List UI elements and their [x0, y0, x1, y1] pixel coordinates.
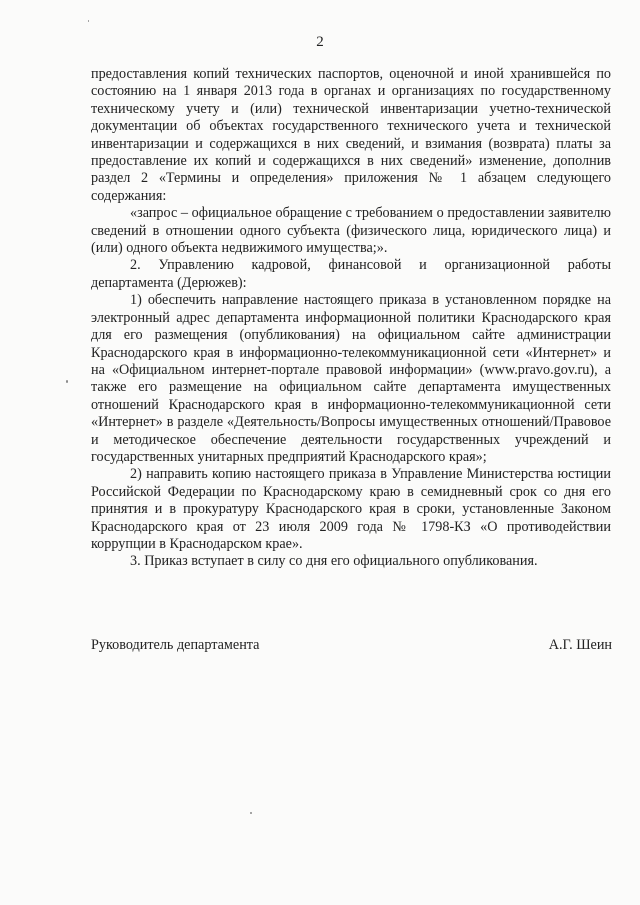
paragraph-subitem-2: 2) направить копию настоящего приказа в Управление Министерства юстиции Российской Федерации по Краснодарскому краю в семидневный срок со дня его принятия и в прокуратуру Краснодарского края в сроки, установленные Законом Краснодарского края от 23 июля 2009 года № 1798-КЗ «О противодействии коррупции в Краснодарском крае». [91, 466, 611, 552]
signature-block [91, 637, 612, 654]
paragraph-item-3: 3. Приказ вступает в силу со дня его официального опубликования. [130, 553, 538, 570]
paragraph-amendment: предоставления копий технических паспортов, оценочной и иной хранившейся по состоянию на 1 января 2013 года в органах и организациях по государственному техническому учету и (или) технической инвентаризации учетно-технической документации об объектах государственного технического учета и технической инвентаризации и содержащихся в них сведений, и взимания (возврата) платы за предоставление их копий и содержащихся в них сведений» изменение, дополнив раздел 2 «Термины и определения» приложения № 1 абзацем следующего содержания: [91, 66, 611, 204]
scan-speck [250, 812, 252, 814]
scan-speck [66, 380, 68, 383]
signatory-name: А.Г. Шеин [548, 637, 612, 653]
paragraph-subitem-1: 1) обеспечить направление настоящего приказа в установленном порядке на электронный адрес департамента информационной политики Краснодарского края для его размещения (опубликования) на официальном сайте администрации Краснодарского края в информационно-телекоммуникационной сети «Интернет» и на «Официальном интернет-портале правовой информации» (www.pravo.gov.ru), а также его размещение на официальном сайте департамента имущественных отношений Краснодарского края в информационно-телекоммуникационной сети «Интернет» в разделе «Деятельность/Вопросы имущественных отношений/Правовое и методическое обеспечение деятельности государственных учреждений и государственных унитарных предприятий Краснодарского края»; [91, 292, 611, 465]
document-body [91, 66, 611, 571]
paragraph-item-2: 2. Управлению кадровой, финансовой и организационной работы департамента (Дерюжев): [91, 257, 611, 291]
paragraph-definition-quote: «запрос – официальное обращение с требованием о предоставлении заявителю сведений в отношении одного субъекта (физического лица, юридического лица) и (или) одного объекта недвижимого имущества;». [91, 205, 611, 257]
signatory-position: Руководитель департамента [91, 637, 260, 653]
page-number: 2 [316, 34, 324, 50]
scan-speck [88, 20, 89, 22]
